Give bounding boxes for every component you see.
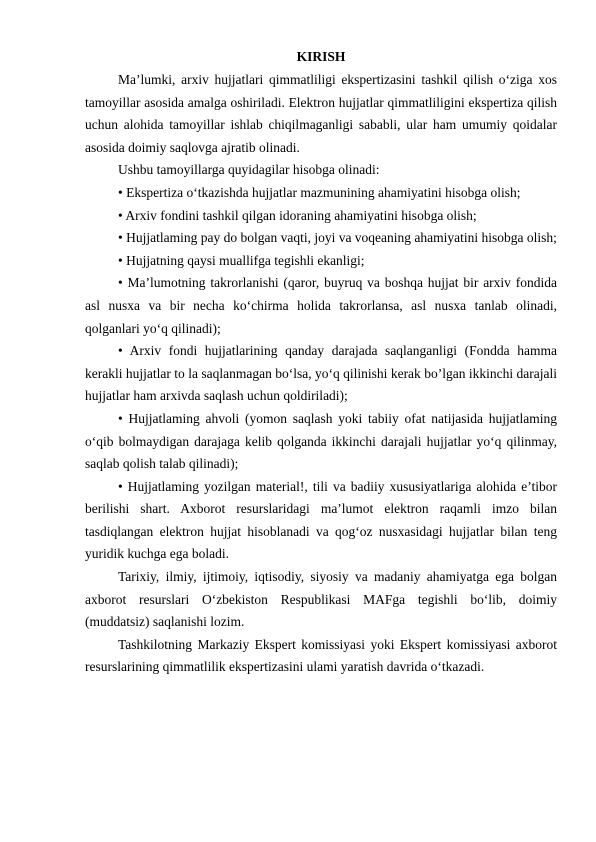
bullet-material-language: • Hujjatlaming yozilgan material!, tili va badiiy xususiyatlariga alohida e’tibor berilishi shart. Axborot resurslaridagi ma’lumot elektron raqamli imzo bilan tasdiqlangan elektron hujjat hisoblanadi va qog‘oz nusxasidagi hujjatlar bilan teng yuridik kuchga ega boladi. — [85, 478, 557, 562]
paragraph-expert-commission: Tashkilotning Markaziy Ekspert komissiyasi yoki Ekspert komissiyasi axborot resurslarining qimmatlilik ekspertizasini ulami yaratish davrida o‘tkazadi. — [85, 636, 557, 675]
bullet-document-author: • Hujjatning qaysi muallifga tegishli ekanligi; — [118, 252, 365, 268]
document-title: KIRISH — [296, 49, 346, 64]
bullet-content-significance: • Ekspertiza o‘tkazishda hujjatlar mazmunining ahamiyatini hisobga olish; — [118, 184, 521, 200]
bullet-information-duplication: • Ma’lumotning takrorlanishi (qaror, buyruq va boshqa hujjat bir arxiv fondida asl nusxa va bir necha ko‘chirma holida takrorlansa, asl nusxa tanlab olinadi, qolganlari yo‘q qilinadi); — [85, 275, 557, 336]
paragraph-principles-lead: Ushbu tamoyillarga quyidagilar hisobga olinadi: — [118, 162, 380, 178]
bullet-fond-preservation: • Arxiv fondi hujjatlarining qanday darajada saqlanganligi (Fondda hamma kerakli hujjatlar to la saqlanmagan bo‘lsa, yo‘q qilinishi kerak bo’lgan ikkinchi darajali hujjatlar ham arxivda saqlash uchun qoldiriladi); — [85, 343, 557, 404]
document-page — [85, 46, 557, 679]
bullet-institution-significance: • Arxiv fondini tashkil qilgan idoraning ahamiyatini hisobga olish; — [118, 207, 477, 223]
paragraph-permanent-storage: Tarixiy, ilmiy, ijtimoiy, iqtisodiy, siyosiy va madaniy ahamiyatga ega bolgan axborot resurslari O‘zbekiston Respublikasi MAFga tegishli bo‘lib, doimiy (muddatsiz) saqlanishi lozim. — [85, 569, 557, 630]
paragraph-intro: Ma’lumki, arxiv hujjatlari qimmatliligi ekspertizasini tashkil qilish o‘ziga xos tamoyillar asosida amalga oshiriladi. Elektron hujjatlar qimmatliligini ekspertiza qilish uchun alohida tamoyillar ishlab chiqilmaganligi sababli, ular ham umumiy qoidalar asosida doimiy saqlovga ajratib olinadi. — [85, 72, 557, 155]
bullet-time-place-event: • Hujjatlaming pay do bolgan vaqti, joyi va voqeaning ahamiyatini hisobga olish; — [118, 230, 557, 246]
bullet-document-condition: • Hujjatlaming ahvoli (yomon saqlash yoki tabiiy ofat natijasida hujjatlaming o‘qib bolmaydigan darajaga kelib qolganda ikkinchi darajali hujjatlar yo‘q qilinmay, saqlab qolish talab qilinadi); — [85, 410, 557, 472]
